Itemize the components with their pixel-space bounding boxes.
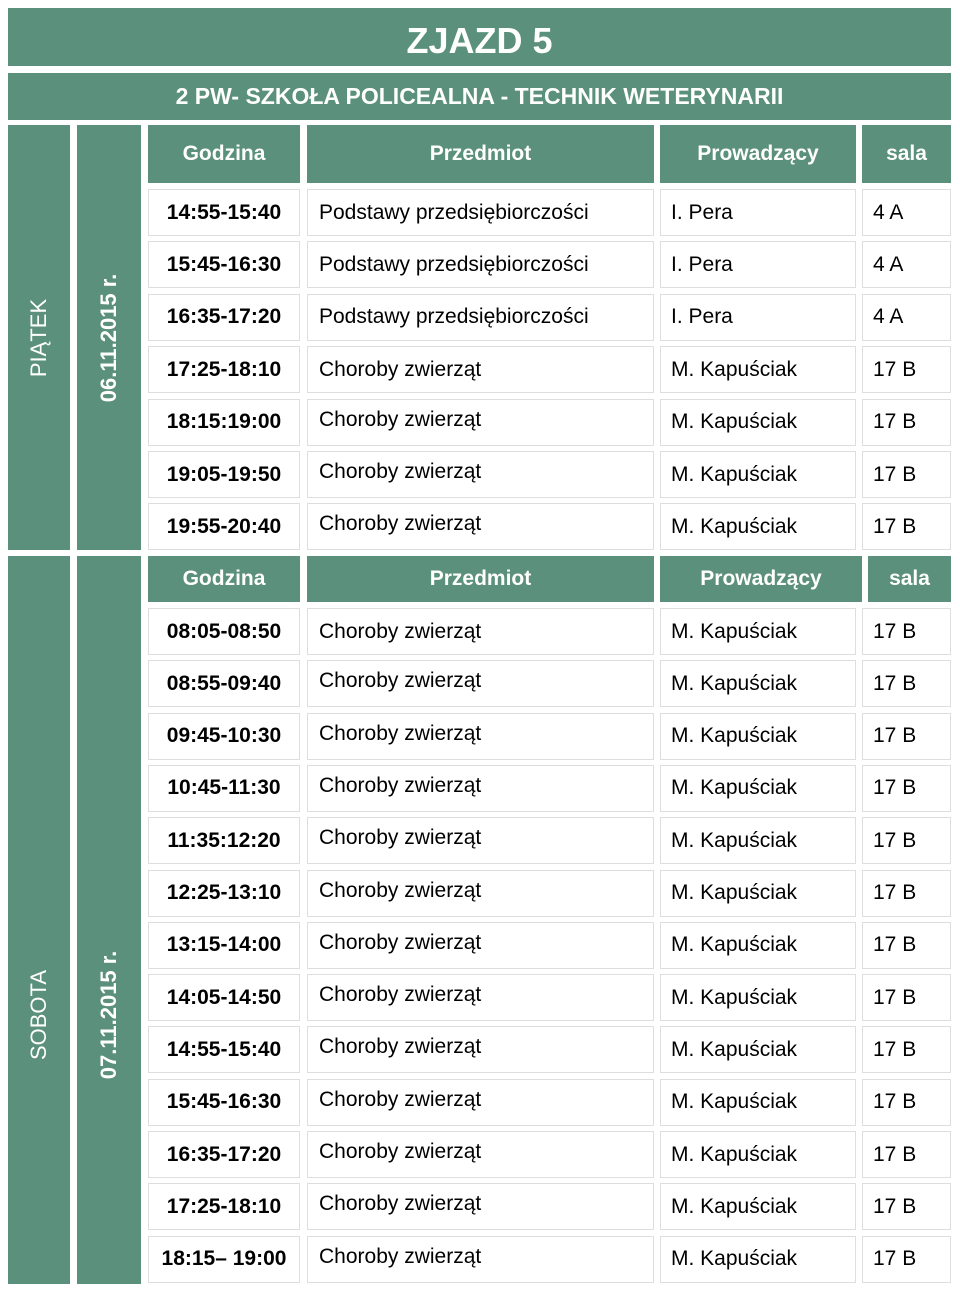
time-cell-text: 11:35:12:20 [167,828,281,852]
time-cell-text: 14:55-15:40 [166,1037,282,1061]
teacher-cell [660,294,856,341]
subject-cell-text: Podstawy przedsiębiorczości [319,252,589,276]
subject-cell-text: Choroby zwierząt [319,878,482,902]
header-subject [307,125,654,183]
subject-cell-text: Choroby zwierząt [319,773,482,797]
room-cell [862,713,951,760]
room-cell-text: 4 A [873,200,904,224]
time-cell-text: 19:05-19:50 [166,462,282,486]
room-cell [862,1183,951,1230]
subject-cell [307,713,654,760]
subject-cell [307,451,654,498]
teacher-cell [660,1026,856,1073]
teacher-cell [660,922,856,969]
time-cell-text: 15:45-16:30 [166,1090,282,1114]
time-cell-text: 15:45-16:30 [166,252,282,276]
room-cell-text: 17 B [873,776,917,800]
time-cell [148,189,300,236]
room-cell [862,817,951,864]
room-cell [862,974,951,1021]
room-cell [862,241,951,288]
header-subject-2 [307,556,654,602]
header-teacher [660,125,856,183]
header-time-2 [148,556,300,602]
teacher-cell-text: M. Kapuściak [671,410,798,434]
teacher-cell-text: M. Kapuściak [671,1194,798,1218]
time-cell [148,1079,300,1126]
room-cell [862,1131,951,1178]
time-cell [148,713,300,760]
time-cell [148,346,300,393]
time-cell-text: 13:15-14:00 [166,933,282,957]
header-room-text: sala [886,142,927,165]
teacher-cell [660,1183,856,1230]
page-title [8,8,951,66]
subject-cell [307,503,654,550]
header-room [862,125,951,183]
teacher-cell-text: M. Kapuściak [671,1037,798,1061]
subject-cell [307,346,654,393]
time-cell-text: 14:05-14:50 [166,985,282,1009]
header-teacher-2 [660,556,862,602]
teacher-cell-text: M. Kapuściak [671,828,798,852]
teacher-cell [660,974,856,1021]
room-cell [862,608,951,655]
subject-cell-text: Choroby zwierząt [319,826,482,850]
teacher-cell-text: I. Pera [671,200,733,224]
room-cell-text: 17 B [873,1090,917,1114]
room-cell-text: 17 B [873,724,917,748]
room-cell-text: 17 B [873,985,917,1009]
time-cell [148,870,300,917]
time-cell [148,1026,300,1073]
room-cell [862,1026,951,1073]
teacher-cell [660,503,856,550]
time-cell-text: 17:25-18:10 [166,357,282,381]
time-cell [148,503,300,550]
time-cell-text: 18:15– 19:00 [161,1247,287,1271]
day-label-saturday: SOBOTA [26,969,51,1060]
date-bar-friday [77,125,141,550]
time-cell-text: 16:35-17:20 [166,305,282,329]
teacher-cell [660,399,856,446]
time-cell-text: 14:55-15:40 [166,200,282,224]
time-cell [148,817,300,864]
subject-cell-text: Choroby zwierząt [319,721,482,745]
room-cell-text: 17 B [873,514,917,538]
date-label-friday: 06.11.2015 r. [96,273,121,402]
room-cell [862,346,951,393]
room-cell-text: 17 B [873,828,917,852]
day-bar-saturday [8,556,70,1284]
subject-cell [307,241,654,288]
teacher-cell [660,1236,856,1283]
subject-cell-text: Choroby zwierząt [319,357,482,381]
subject-cell-text: Podstawy przedsiębiorczości [319,305,589,329]
teacher-cell-text: I. Pera [671,305,733,329]
subject-cell-text: Choroby zwierząt [319,407,482,431]
time-cell-text: 18:15:19:00 [166,410,282,434]
room-cell [862,503,951,550]
time-cell-text: 09:45-10:30 [166,724,282,748]
room-cell [862,922,951,969]
room-cell-text: 4 A [873,252,904,276]
subject-cell [307,1236,654,1283]
room-cell-text: 17 B [873,357,917,381]
time-cell [148,1183,300,1230]
room-cell [862,294,951,341]
date-label-saturday: 07.11.2015 r. [96,950,121,1079]
room-cell [862,1236,951,1283]
teacher-cell [660,713,856,760]
subject-cell [307,974,654,1021]
room-cell-text: 17 B [873,933,917,957]
teacher-cell-text: M. Kapuściak [671,462,798,486]
subject-cell-text: Choroby zwierząt [319,669,482,693]
room-cell [862,870,951,917]
time-cell [148,765,300,812]
subject-cell-text: Choroby zwierząt [319,1192,482,1216]
time-cell [148,1131,300,1178]
day-bar-friday [8,125,70,550]
time-cell [148,294,300,341]
room-cell-text: 17 B [873,881,917,904]
header-room-text-2: sala [889,567,930,590]
subject-cell-text: Choroby zwierząt [319,460,482,483]
subject-cell-text: Podstawy przedsiębiorczości [319,200,589,224]
room-cell [862,660,951,707]
teacher-cell [660,451,856,498]
subject-cell [307,817,654,864]
time-cell [148,974,300,1021]
subject-cell [307,660,654,707]
room-cell [862,189,951,236]
subject-cell [307,1026,654,1073]
teacher-cell-text: M. Kapuściak [671,357,798,381]
teacher-cell-text: M. Kapuściak [671,985,798,1009]
room-cell-text: 17 B [873,462,917,486]
room-cell [862,765,951,812]
time-cell-text: 10:45-11:30 [167,776,281,800]
room-cell [862,399,951,446]
teacher-cell [660,189,856,236]
subject-cell-text: Choroby zwierząt [319,512,482,536]
page-subtitle [8,73,951,120]
subject-cell-text: Choroby zwierząt [319,983,482,1007]
time-cell [148,399,300,446]
room-cell-text: 17 B [873,1142,917,1166]
subject-cell [307,294,654,341]
room-cell-text: 17 B [873,619,917,643]
teacher-cell [660,1131,856,1178]
header-teacher-text: Prowadzący [697,142,819,165]
subject-cell-text: Choroby zwierząt [319,1035,482,1059]
page-subtitle-text: 2 PW- SZKOŁA POLICEALNA - TECHNIK WETERYNARII [175,83,784,109]
time-cell-text: 16:35-17:20 [166,1142,282,1166]
time-cell [148,241,300,288]
room-cell-text: 4 A [873,305,904,329]
header-subject-text-2: Przedmiot [429,567,532,590]
teacher-cell-text: M. Kapuściak [671,619,798,643]
time-cell-text: 17:25-18:10 [166,1194,282,1218]
subject-cell [307,608,654,655]
subject-cell [307,1131,654,1178]
header-time-text-2: Godzina [182,567,266,590]
time-cell-text: 08:05-08:50 [166,619,282,643]
teacher-cell [660,346,856,393]
room-cell-text: 17 B [873,410,917,434]
header-subject-text: Przedmiot [429,142,532,165]
teacher-cell-text: M. Kapuściak [671,671,798,695]
header-room-2 [868,556,951,602]
subject-cell-text: Choroby zwierząt [319,619,482,643]
teacher-cell-text: I. Pera [671,252,733,276]
subject-cell-text: Choroby zwierząt [319,930,482,954]
teacher-cell-text: M. Kapuściak [671,1247,798,1271]
time-cell [148,451,300,498]
time-cell [148,608,300,655]
teacher-cell-text: M. Kapuściak [671,881,798,904]
room-cell [862,1079,951,1126]
time-cell [148,1236,300,1283]
subject-cell-text: Choroby zwierząt [319,1244,482,1268]
subject-cell [307,765,654,812]
subject-cell [307,870,654,917]
subject-cell [307,189,654,236]
teacher-cell-text: M. Kapuściak [671,514,798,538]
date-bar-saturday [77,556,141,1284]
room-cell-text: 17 B [873,1037,917,1061]
teacher-cell-text: M. Kapuściak [671,933,798,957]
subject-cell [307,1183,654,1230]
time-cell-text: 19:55-20:40 [166,514,282,538]
time-cell [148,660,300,707]
teacher-cell [660,241,856,288]
subject-cell [307,1079,654,1126]
teacher-cell-text: M. Kapuściak [671,1090,798,1114]
teacher-cell [660,765,856,812]
subject-cell-text: Choroby zwierząt [319,1140,482,1163]
header-time [148,125,300,183]
teacher-cell [660,817,856,864]
room-cell-text: 17 B [873,671,917,695]
room-cell [862,451,951,498]
subject-cell [307,922,654,969]
teacher-cell [660,608,856,655]
teacher-cell [660,660,856,707]
teacher-cell-text: M. Kapuściak [671,724,798,748]
time-cell-text: 12:25-13:10 [166,881,282,904]
teacher-cell [660,870,856,917]
time-cell-text: 08:55-09:40 [166,671,282,695]
room-cell-text: 17 B [873,1194,917,1218]
header-teacher-text-2: Prowadzący [700,567,822,590]
room-cell-text: 17 B [873,1247,917,1271]
page-title-text: ZJAZD 5 [406,20,553,61]
teacher-cell-text: M. Kapuściak [671,1142,798,1166]
day-label-friday: PIĄTEK [26,298,51,377]
subject-cell [307,399,654,446]
time-cell [148,922,300,969]
teacher-cell-text: M. Kapuściak [671,776,798,800]
header-time-text: Godzina [182,142,266,165]
teacher-cell [660,1079,856,1126]
subject-cell-text: Choroby zwierząt [319,1087,482,1111]
